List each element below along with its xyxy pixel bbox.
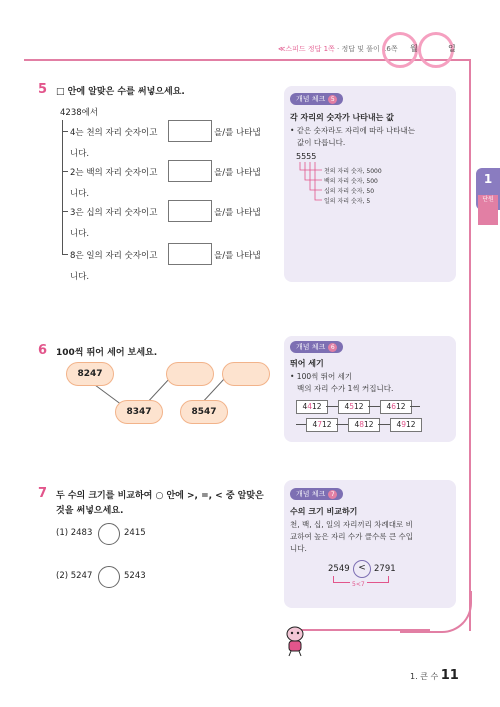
q5-answer-box-2[interactable] (168, 160, 212, 182)
cloud-4: 8547 (180, 400, 228, 424)
concept-7-text-2: 교하여 높은 자리 수가 클수록 큰 수입 (290, 532, 413, 541)
concept-7-title: 수의 크기 비교하기 (290, 507, 358, 516)
q5-line-3-suffix: 을/를 나타냅 (214, 208, 261, 218)
count-box: 4412 (296, 400, 328, 414)
q5-line-1-end: 니다. (70, 149, 90, 159)
q5-line-4-end: 니다. (70, 272, 90, 282)
count-box: 4912 (390, 418, 422, 432)
concept-7-text-1: 천, 백, 십, 일의 자리끼리 차례대로 비 (290, 520, 413, 529)
page-footer: 1. 큰 수 11 (410, 668, 459, 683)
count-box: 4512 (338, 400, 370, 414)
cloud-2: 8347 (115, 400, 163, 424)
page-number: 11 (440, 668, 459, 683)
q5-bracket (62, 120, 63, 255)
cloud-5-blank[interactable] (222, 362, 270, 386)
question-7-instruction-1: 두 수의 크기를 비교하여 ○ 안에 >, =, < 중 알맞은 (56, 491, 264, 501)
count-connector (326, 406, 338, 407)
count-connector (410, 406, 420, 407)
count-connector (378, 424, 390, 425)
month-label: 월 (410, 44, 418, 53)
q5-line-4-text: 8은 일의 자리 숫자이고 (70, 251, 158, 261)
concept-6-text-2: 백의 자리 수가 1씩 커집니다. (297, 384, 394, 393)
count-box: 4612 (380, 400, 412, 414)
question-5-instruction: □ 안에 알맞은 수를 써넣으세요. (56, 87, 185, 97)
answer-reference: ≪스피드 정답 1쪽 · 정답 및 풀이 16쪽 (278, 45, 398, 53)
concept-check-5-badge: 개념 체크 5 (290, 93, 343, 105)
q7-item-1-left: (1) 2483 (56, 528, 93, 538)
concept-check-7-badge: 개념 체크 7 (290, 488, 343, 500)
q5-line-1-text: 4는 천의 자리 숫자이고 (70, 128, 158, 138)
concept-5-row-2: 백의 자리 숫자, 500 (324, 178, 378, 185)
mascot-illustration (282, 624, 308, 658)
frame-right-line (469, 59, 471, 631)
place-value-arrows (296, 160, 326, 206)
cloud-1: 8247 (66, 362, 114, 386)
q7-item-2-right: 5243 (124, 571, 146, 581)
chapter-tab[interactable]: 1 (476, 168, 500, 210)
q5-answer-box-4[interactable] (168, 243, 212, 265)
concept-5-number: 5555 (296, 152, 317, 161)
day-label: 일 (448, 44, 456, 53)
q5-tick (62, 211, 68, 212)
q5-answer-box-3[interactable] (168, 200, 212, 222)
count-box: 4812 (348, 418, 380, 432)
concept-5-text-2: 값이 다릅니다. (297, 138, 346, 147)
q7-item-2-left: (2) 5247 (56, 571, 93, 581)
concept-7-operator: < (353, 560, 371, 578)
question-number-6: 6 (38, 343, 48, 358)
concept-6-text-1: • 100씩 뛰어 세기 (290, 372, 353, 381)
question-5-intro: 4238에서 (60, 108, 99, 118)
question-number-5: 5 (38, 82, 48, 97)
question-7-instruction-2: 것을 써넣으세요. (56, 506, 124, 516)
q5-line-4-suffix: 을/를 나타냅 (214, 251, 261, 261)
concept-7-note: 5<7 (352, 581, 365, 588)
count-box: 4712 (306, 418, 338, 432)
q5-tick (62, 171, 68, 172)
concept-7-right-number: 2791 (374, 564, 396, 574)
q7-compare-circle-1[interactable] (98, 523, 120, 545)
q5-line-2-suffix: 을/를 나타냅 (214, 168, 261, 178)
question-number-7: 7 (38, 486, 48, 501)
count-connector (368, 406, 380, 407)
concept-5-title: 각 자리의 숫자가 나타내는 값 (290, 113, 394, 122)
concept-check-6-badge: 개념 체크 6 (290, 341, 343, 353)
q7-item-1-right: 2415 (124, 528, 146, 538)
q5-tick (62, 254, 68, 255)
chapter-tab-label: 단원 (478, 195, 498, 225)
frame-bottom-line (300, 629, 430, 631)
q5-line-2-end: 니다. (70, 189, 90, 199)
concept-5-row-1: 천의 자리 숫자, 5000 (324, 168, 382, 175)
concept-7-text-3: 니다. (290, 544, 307, 553)
q7-compare-circle-2[interactable] (98, 566, 120, 588)
q5-line-2-text: 2는 백의 자리 숫자이고 (70, 168, 158, 178)
concept-7-left-number: 2549 (328, 564, 350, 574)
count-connector (336, 424, 348, 425)
q5-answer-box-1[interactable] (168, 120, 212, 142)
q5-tick (62, 131, 68, 132)
q5-line-1-suffix: 을/를 나타냅 (214, 128, 261, 138)
count-connector (296, 424, 306, 425)
q5-line-3-end: 니다. (70, 229, 90, 239)
concept-6-title: 뛰어 세기 (290, 359, 324, 368)
concept-5-row-3: 십의 자리 숫자, 50 (324, 188, 375, 195)
concept-5-text-1: • 같은 숫자라도 자리에 따라 나타내는 (290, 126, 416, 135)
cloud-3-blank[interactable] (166, 362, 214, 386)
concept-5-row-4: 일의 자리 숫자, 5 (324, 198, 371, 205)
question-6-instruction: 100씩 뛰어 세어 보세요. (56, 348, 158, 358)
q5-line-3-text: 3은 십의 자리 숫자이고 (70, 208, 158, 218)
